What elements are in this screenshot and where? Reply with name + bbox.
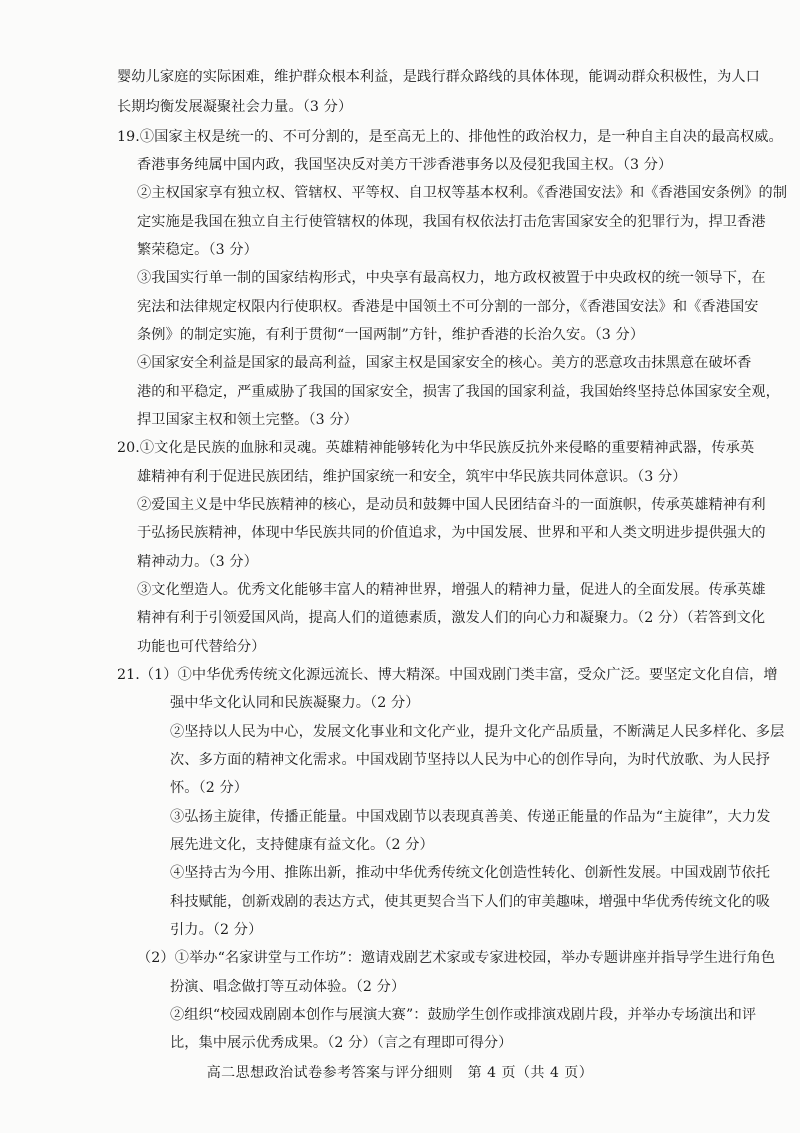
text-line: ③弘扬主旋律，传播正能量。中国戏剧节以表现真善美、传递正能量的作品为“主旋律”，大力发 bbox=[170, 809, 771, 825]
text-line: ④国家安全利益是国家的最高利益，国家主权是国家安全的核心。美方的恶意攻击抹黑意在破坏香 bbox=[137, 355, 752, 371]
question-21-part-2-line: （2）①举办“名家讲堂与工作坊”：邀请戏剧艺术家或专家进校园，举办专题讲座并指导学生进行角色 bbox=[137, 950, 776, 966]
text-line: 强中华文化认同和民族凝聚力。（2 分） bbox=[170, 695, 420, 711]
text-line: 扮演、唱念做打等互动体验。（2 分） bbox=[170, 979, 406, 995]
text-line: ②组织“校园戏剧剧本创作与展演大赛”：鼓励学生创作或排演戏剧片段，并举办专场演出和评 bbox=[170, 1007, 757, 1023]
text-line: 精神有利于引领爱国风尚，提高人们的道德素质，激发人们的向心力和凝聚力。（2 分）（若答到文化 bbox=[137, 610, 766, 626]
text-line: ④坚持古为今用、推陈出新，推动中华优秀传统文化创造性转化、创新性发展。中国戏剧节依托 bbox=[170, 865, 771, 881]
text-line: 展先进文化，支持健康有益文化。（2 分） bbox=[170, 837, 434, 853]
text-line: 香港事务纯属中国内政，我国坚决反对美方干涉香港事务以及侵犯我国主权。（3 分） bbox=[137, 157, 673, 173]
question-21-line: 21.（1）①中华优秀传统文化源远流长、博大精深。中国戏剧门类丰富，受众广泛。要坚定文化自信，增 bbox=[117, 667, 778, 683]
text-line: 婴幼儿家庭的实际困难，维护群众根本利益，是践行群众路线的具体体现，能调动群众积极性，为人口 bbox=[117, 69, 760, 85]
text-line: 繁荣稳定。（3 分） bbox=[137, 242, 258, 258]
text-line: ③我国实行单一制的国家结构形式，中央享有最高权力，地方政权被置于中央政权的统一领导下，在 bbox=[137, 270, 766, 286]
text-line: ②爱国主义是中华民族精神的核心，是动员和鼓舞中国人民团结奋斗的一面旗帜，传承英雄精神有利 bbox=[137, 497, 766, 513]
text-line: 怀。（2 分） bbox=[170, 780, 249, 796]
question-20-line: 20.①文化是民族的血脉和灵魂。英雄精神能够转化为中华民族反抗外来侵略的重要精神武器，传承英 bbox=[117, 440, 755, 456]
text-line: 科技赋能，创新戏剧的表达方式，使其更契合当下人们的审美趣味，增强中华优秀传统文化的吸 bbox=[170, 894, 771, 910]
text-line: 引力。（2 分） bbox=[170, 922, 263, 938]
text-line: 宪法和法律规定权限内行使职权。香港是中国领土不可分割的一部分，《香港国安法》和《香港国安 bbox=[137, 299, 759, 315]
text-line: 雄精神有利于促进民族团结，维护国家统一和安全，筑牢中华民族共同体意识。（3 分） bbox=[137, 469, 687, 485]
text-line: 捍卫国家主权和领土完整。（3 分） bbox=[137, 412, 358, 428]
text-line: 长期均衡发展凝聚社会力量。（3 分） bbox=[117, 99, 353, 115]
text-line: 于弘扬民族精神，体现中华民族共同的价值追求，为中国发展、世界和平和人类文明进步提供强大的 bbox=[137, 525, 766, 541]
text-line: 次、多方面的精神文化需求。中国戏剧节坚持以人民为中心的创作导向，为时代放歌、为人民抒 bbox=[170, 752, 771, 768]
text-line: 功能也可代替给分） bbox=[137, 639, 266, 655]
text-line: 精神动力。（3 分） bbox=[137, 554, 258, 570]
text-line: ②主权国家享有独立权、管辖权、平等权、自卫权等基本权利。《香港国安法》和《香港国安条例》的制 bbox=[137, 185, 788, 201]
page-footer: 高二思想政治试卷参考答案与评分细则 第 4 页（共 4 页） bbox=[206, 1065, 594, 1081]
text-line: 定实施是我国在独立自主行使管辖权的体现，我国有权依法打击危害国家安全的犯罪行为，捍卫香港 bbox=[137, 214, 766, 230]
question-19-line: 19.①国家主权是统一的、不可分割的，是至高无上的、排他性的政治权力，是一种自主自决的最高权威。 bbox=[117, 129, 783, 145]
text-line: 港的和平稳定，严重威胁了我国的国家安全，损害了我国的国家利益，我国始终坚持总体国家安全观， bbox=[137, 384, 780, 400]
text-line: 条例》的制定实施，有利于贯彻“一国两制”方针，维护香港的长治久安。（3 分） bbox=[137, 327, 645, 343]
text-line: ③文化塑造人。优秀文化能够丰富人的精神世界，增强人的精神力量，促进人的全面发展。传承英雄 bbox=[137, 582, 766, 598]
text-line: 比，集中展示优秀成果。（2 分）（言之有理即可得分） bbox=[170, 1035, 513, 1051]
text-line: ②坚持以人民为中心，发展文化事业和文化产业，提升文化产品质量，不断满足人民多样化、多层 bbox=[170, 724, 785, 740]
